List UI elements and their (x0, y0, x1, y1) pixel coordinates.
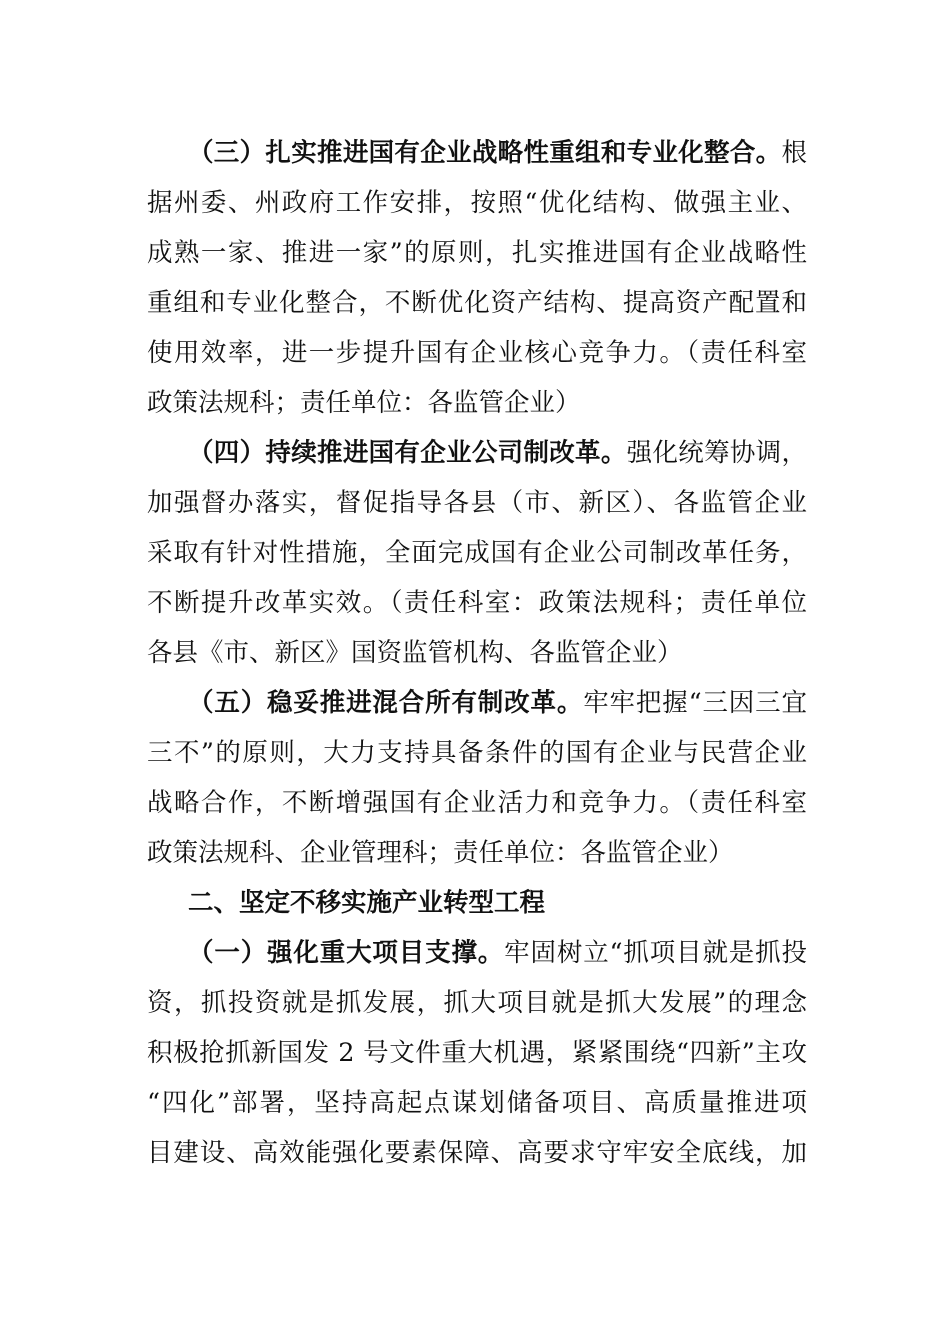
body-text: 牢固树立“抓项目就是抓投 (504, 938, 807, 968)
paragraph-line (147, 287, 807, 321)
body-text: 战略合作，不断增强国有企业活力和竞争力。（责任科室 (147, 788, 807, 818)
paragraph-line (147, 737, 807, 771)
body-text: 使用效率，进一步提升国有企业核心竞争力。（责任科室 (147, 338, 807, 368)
paragraph-line (147, 537, 807, 571)
paragraph-line (147, 1087, 807, 1121)
paragraph-line (147, 787, 807, 821)
body-text: 重组和专业化整合，不断优化资产结构、提高资产配置和 (147, 288, 807, 318)
body-text: 政策法规科、企业管理科；责任单位：各监管企业） (147, 838, 734, 868)
paragraph-line (147, 637, 807, 671)
paragraph-line (147, 587, 807, 621)
section-heading-2 (188, 887, 807, 921)
heading-5-line (188, 687, 807, 721)
heading-1-title: （一）强化重大项目支撑。 (188, 938, 505, 968)
body-text: 强化统筹协调， (626, 438, 807, 468)
paragraph-line (147, 187, 807, 221)
heading-1-line (188, 937, 807, 971)
heading-5-title: （五）稳妥推进混合所有制改革。 (188, 688, 584, 718)
section-heading-text: 二、坚定不移实施产业转型工程 (188, 888, 546, 918)
body-text: 各县《市、新区》国资监管机构、各监管企业） (147, 638, 683, 668)
heading-3-title: （三）扎实推进国有企业战略性重组和专业化整合。 (188, 138, 782, 168)
paragraph-line (147, 237, 807, 271)
body-text: 三不”的原则，大力支持具备条件的国有企业与民营企业 (147, 738, 807, 768)
paragraph-line (147, 987, 807, 1021)
body-text: 加强督办落实，督促指导各县（市、新区）、各监管企业 (147, 488, 807, 518)
heading-4-line (188, 437, 807, 471)
body-text: 牢牢把握“三因三宜 (583, 688, 807, 718)
body-text: 根 (781, 138, 807, 168)
paragraph-line (147, 837, 807, 871)
body-text: 成熟一家、推进一家”的原则，扎实推进国有企业战略性 (147, 238, 807, 268)
body-text: 不断提升改革实效。（责任科室：政策法规科；责任单位 (147, 588, 807, 618)
paragraph-line (147, 1137, 807, 1171)
paragraph-line (147, 387, 807, 421)
heading-3-line (188, 137, 807, 171)
body-text: “四化”部署，坚持高起点谋划储备项目、高质量推进项 (147, 1088, 807, 1118)
heading-4-title: （四）持续推进国有企业公司制改革。 (188, 438, 627, 468)
body-text: 据州委、州政府工作安排，按照“优化结构、做强主业、 (147, 188, 807, 218)
body-text: 积极抢抓新国发 2 号文件重大机遇，紧紧围绕“四新”主攻 (147, 1038, 807, 1068)
paragraph-line (147, 487, 807, 521)
paragraph-line (147, 1037, 807, 1071)
body-text: 资，抓投资就是抓发展，抓大项目就是抓大发展”的理念 (147, 988, 807, 1018)
body-text: 采取有针对性措施，全面完成国有企业公司制改革任务， (147, 538, 807, 568)
paragraph-line (147, 337, 807, 371)
body-text: 目建设、高效能强化要素保障、高要求守牢安全底线，加 (147, 1138, 807, 1168)
body-text: 政策法规科；责任单位：各监管企业） (147, 388, 581, 418)
